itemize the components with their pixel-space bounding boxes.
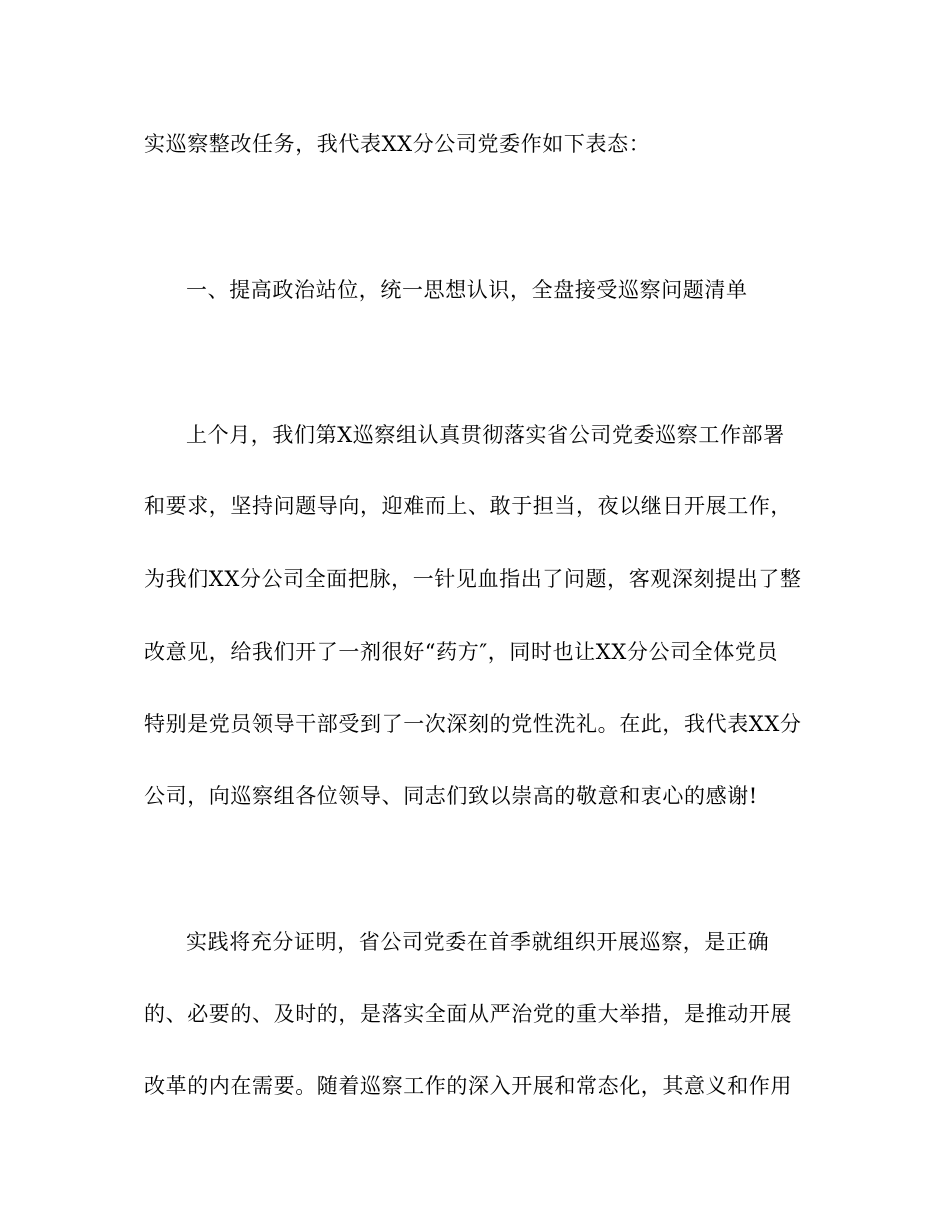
paragraph-line: 为我们XX分公司全面把脉，一针见血指出了问题，客观深刻提出了整 [144, 567, 802, 591]
paragraph-line: 改意见，给我们开了一剂很好“药方″，同时也让XX分公司全体党员 [144, 640, 779, 664]
paragraph-line: 和要求，坚持问题导向，迎难而上、敢于担当，夜以继日开展工作， [144, 494, 792, 518]
section-heading: 一、提高政治站位，统一思想认识，全盘接受巡察问题清单 [186, 278, 748, 302]
paragraph-line: 上个月，我们第X巡察组认真贯彻落实省公司党委巡察工作部署 [186, 423, 785, 447]
paragraph-line: 的、必要的、及时的，是落实全面从严治党的重大举措，是推动开展 [144, 1002, 792, 1026]
paragraph-line: 公司，向巡察组各位领导、同志们致以崇高的敬意和衷心的感谢! [144, 784, 758, 808]
paragraph-line: 改革的内在需要。随着巡察工作的深入开展和常态化，其意义和作用 [144, 1074, 792, 1098]
paragraph-line: 特别是党员领导干部受到了一次深刻的党性洗礼。在此，我代表XX分 [144, 712, 802, 736]
paragraph-line: 实践将充分证明，省公司党委在首季就组织开展巡察，是正确 [186, 930, 770, 954]
paragraph-line: 实巡察整改任务，我代表XX分公司党委作如下表态： [144, 132, 651, 156]
